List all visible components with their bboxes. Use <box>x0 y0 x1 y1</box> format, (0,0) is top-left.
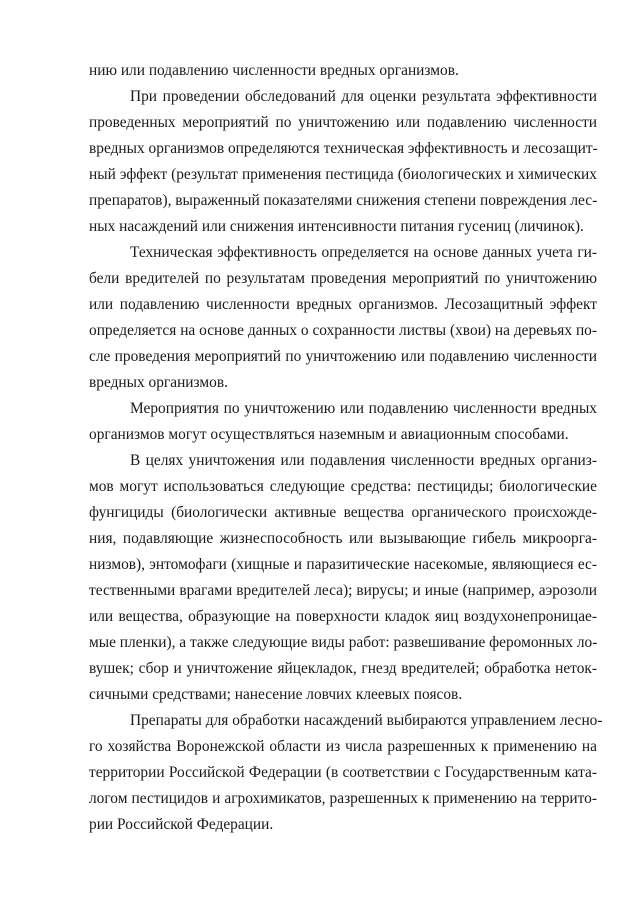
text-line: сичными средствами; нанесение ловчих клеевых поясов. <box>89 686 463 703</box>
text-line: сле проведения мероприятий по уничтожению или подавлению численности <box>89 348 597 365</box>
text-line: При проведении обследований для оценки результата эффективности <box>130 88 597 105</box>
text-line: или вещества, образующие на поверхности кладок яиц воздухонепроницае- <box>89 608 597 625</box>
text-line: мые пленки), а также следующие виды работ: развешивание феромонных ло- <box>89 634 598 651</box>
text-line: го хозяйства Воронежской области из числа разрешенных к применению на <box>89 738 597 755</box>
text-line: Препараты для обработки насаждений выбираются управлением лесно- <box>130 712 603 729</box>
text-line: организмов могут осуществляться наземным и авиационным способами. <box>89 426 569 443</box>
text-line: мов могут использоваться следующие средства: пестициды; биологические <box>89 478 597 495</box>
text-line: ный эффект (результат применения пестицида (биологических и химических <box>89 166 597 183</box>
text-line: фунгициды (биологически активные вещества органического происхожде- <box>89 504 597 521</box>
paragraph-methods <box>89 396 597 448</box>
text-line: вушек; сбор и уничтожение яйцекладок, гнезд вредителей; обработка неток- <box>89 660 597 677</box>
document-body <box>89 58 603 838</box>
text-line: бели вредителей по результатам проведения мероприятий по уничтожению <box>89 270 597 287</box>
text-line: ния, подавляющие жизнеспособность или вызывающие гибель микроорга- <box>89 530 597 547</box>
text-line: Техническая эффективность определяется на основе данных учета ги- <box>130 244 597 261</box>
text-line: определяется на основе данных о сохранности листвы (хвои) на деревьях по- <box>89 322 597 339</box>
paragraph-inspection <box>89 84 597 240</box>
paragraph-preparations <box>89 708 603 838</box>
text-line: тественными врагами вредителей леса); вирусы; и иные (например, аэрозоли <box>89 582 597 599</box>
text-line: вредных организмов определяются техническая эффективность и лесозащит- <box>89 140 598 157</box>
paragraph-continuation <box>89 58 597 84</box>
text-line: или подавлению численности вредных организмов. Лесозащитный эффект <box>89 296 597 313</box>
text-line: ных насаждений или снижения интенсивности питания гусениц (личинок). <box>89 218 584 235</box>
text-line: Мероприятия по уничтожению или подавлению численности вредных <box>130 400 597 417</box>
text-line: низмов), энтомофаги (хищные и паразитические насекомые, являющиеся ес- <box>89 556 597 573</box>
paragraph-technical-efficiency <box>89 240 597 396</box>
text-line: препаратов), выраженный показателями снижения степени повреждения лес- <box>89 192 598 209</box>
text-line: вредных организмов. <box>89 374 228 391</box>
paragraph-means <box>89 448 597 708</box>
text-line: нию или подавлению численности вредных организмов. <box>89 62 459 79</box>
text-line: территории Российской Федерации (в соответствии с Государственным ката- <box>89 764 597 781</box>
text-line: логом пестицидов и агрохимикатов, разрешенных к применению на террито- <box>89 790 597 807</box>
text-line: В целях уничтожения или подавления численности вредных организ- <box>130 452 597 469</box>
text-line: рии Российской Федерации. <box>89 816 274 833</box>
text-line: проведенных мероприятий по уничтожению или подавлению численности <box>89 114 597 131</box>
